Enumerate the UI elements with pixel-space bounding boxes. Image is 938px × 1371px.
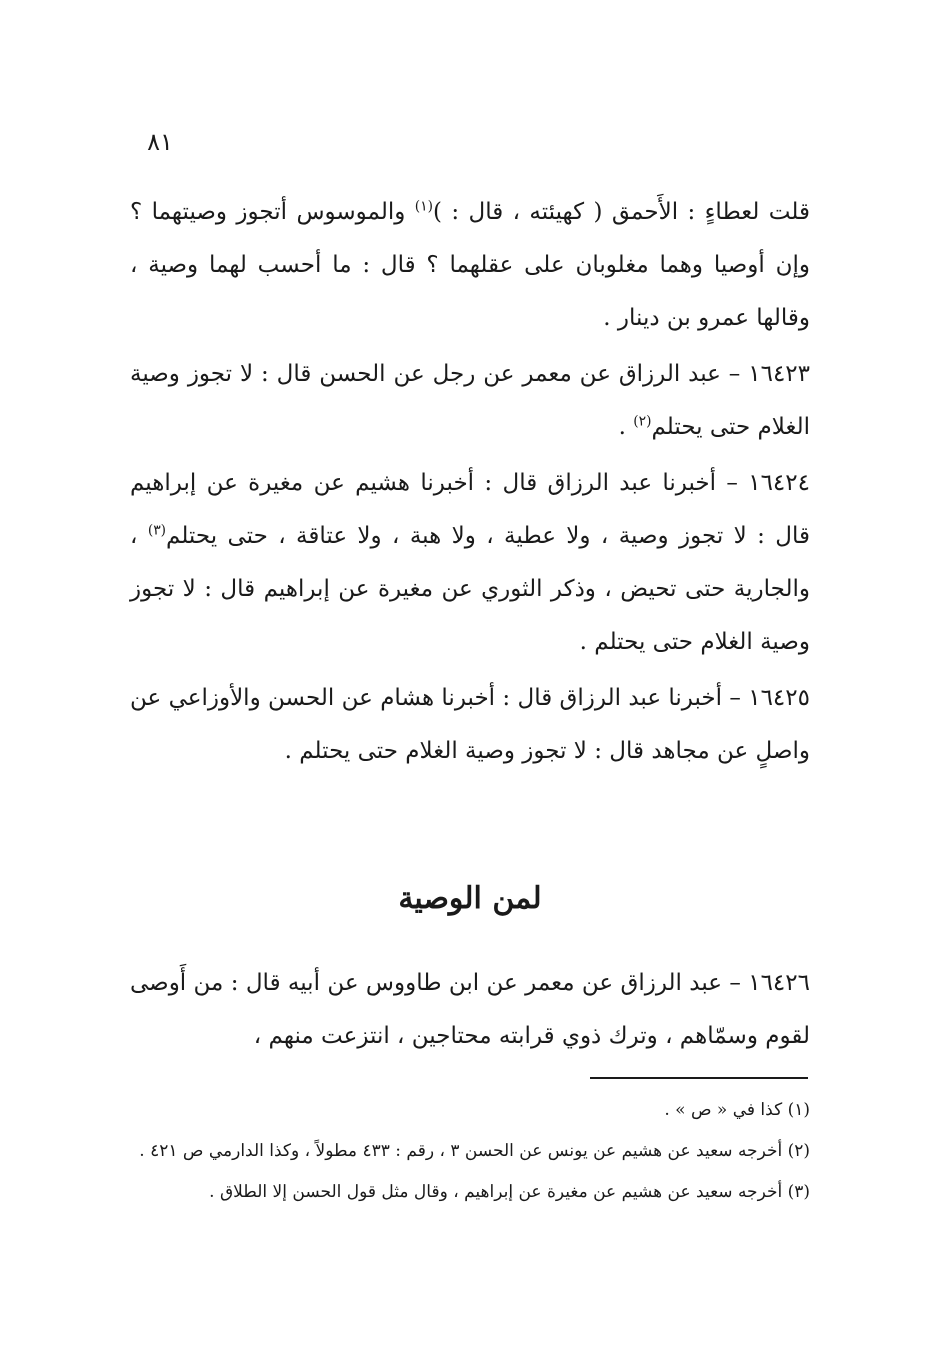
footnote-3: (٣) أخرجه سعيد عن هشيم عن مغيرة عن إبراهيم ، وقال مثل قول الحسن إلا الطلاق . (209, 1182, 810, 1202)
paragraph-intro (130, 186, 810, 345)
paragraph-text-continued: . (618, 414, 634, 440)
paragraph-16423 (130, 348, 810, 454)
footnote-divider (590, 1077, 808, 1079)
paragraph-16424 (130, 457, 810, 669)
page-number: ٨١ (147, 128, 173, 156)
paragraph-text: قلت لعطاءٍ : الأَحمق ( كهيئته ، قال : ) (432, 199, 811, 225)
footnotes-section (130, 1092, 810, 1211)
paragraph-text: ١٦٤٢٥ – أخبرنا عبد الرزاق قال : أخبرنا هشام عن الحسن والأوزاعي عن واصلٍ عن مجاهد قال : لا تجوز وصية الغلام حتى يحتلم . (130, 685, 810, 764)
paragraph-text-continued: ، والجارية حتى تحيض ، وذكر الثوري عن مغيرة عن إبراهيم قال : لا تجوز وصية الغلام حتى يحتلم . (130, 523, 810, 655)
footnote-marker-1: (١) (414, 198, 433, 215)
paragraph-text-continued: والموسوس أتجوز وصيتهما ؟ وإن أوصيا وهما مغلوبان على عقلهما ؟ قال : ما أحسب لهما وصية ، وقالها عمرو بن دينار . (130, 199, 810, 331)
paragraph-text: ١٦٤٢٣ – عبد الرزاق عن معمر عن رجل عن الحسن قال : لا تجوز وصية الغلام حتى يحتلم (130, 361, 811, 440)
footnote-2: (٢) أخرجه سعيد عن هشيم عن يونس عن الحسن ٣ ، رقم : ٤٣٣ مطولاً ، وكذا الدارمي ص ٤٢١ . (139, 1141, 810, 1161)
paragraph-text: ١٦٤٢٤ – أخبرنا عبد الرزاق قال : أخبرنا هشيم عن مغيرة عن إبراهيم قال : لا تجوز وصية ، ولا عطية ، ولا هبة ، ولا عتاقة ، حتى يحتلم (130, 470, 811, 549)
footnote-marker-2: (٢) (633, 413, 652, 430)
footnote-1: (١) كذا في « ص » . (664, 1100, 810, 1120)
footnote-marker-3: (٣) (147, 522, 167, 539)
section-heading: لمن الوصية (398, 881, 542, 916)
paragraph-16426: ١٦٤٢٦ – عبد الرزاق عن معمر عن ابن طاووس عن أبيه قال : من أَوصى لقوم وسمّاهم ، وترك ذوي قرابته محتاجين ، انتزعت منهم ، (130, 970, 810, 1049)
paragraph-16425 (130, 672, 810, 778)
